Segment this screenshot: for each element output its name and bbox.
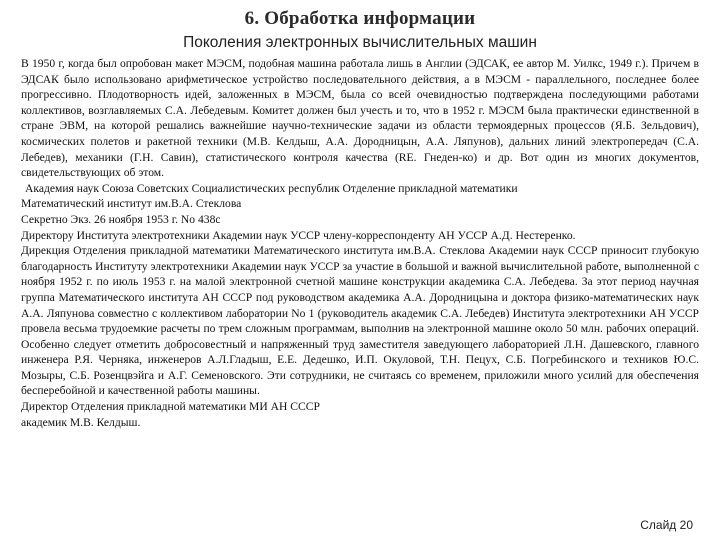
document-body: Дирекция Отделения прикладной математики Математического института им.В.А. Стеклова Академии наук СССР приносит глубокую благодарность Институту электротехники Академии наук УССР за участие в большой и важной вычислительной работе, выполненной с ноября 1952 г. по июль 1953 г. на малой электронной счетной машине конструкции академика С.А. Лебедева. За этот период научная группа Математического института АН СССР под руководством академика А.А. Дородницына и доктора физико-математических наук А.А. Ляпунова совместно с коллективом лаборатории No 1 (руководитель академик С.А. Лебедев) Института электротехники АН УССР провела весьма трудоемкие расчеты по трем сложным программам, выполнив на электронной машине около 50 млн. рабочих операций. Особенно следует отметить добросовестный и напряженный труд заместителя заведующего лабораторией Л.Н. Дашевского, главного инженера Р.Я. Черняка, инженеров А.Л.Гладыш, Е.Е. Дедешко, И.П. Окуловой, Т.Н. Пецух, С.Б. Погребинского и техников Ю.С. Мозыры, С.Б. Розенцвэйга и А.Г. Семеновского. Эти сотрудники, не считаясь со временем, приложили много усилий для обеспечения бесперебойной и качественной работы машины. (21, 244, 699, 398)
slide-title: 6. Обработка информации (244, 8, 476, 29)
document-header-academy: Академия наук Союза Советских Социалистических республик Отделение прикладной математики (25, 181, 518, 195)
document-classification: Секретно Экз. 26 ноября 1953 г. No 438с (21, 212, 221, 226)
document-header-institute: Математический институт им.В.А. Стеклова (21, 197, 242, 211)
slide-number: Слайд 20 (640, 518, 693, 532)
intro-paragraph: В 1950 г, когда был опробован макет МЭСМ, подобная машина работала лишь в Англии (ЭДСАК, ее автор М. Уилкс, 1949 г.). Причем в ЭДСАК было использовано арифметическое устройство последовательного действия, а в МЭСМ - параллельного, последнее более прогрессивно. Плодотворность идей, заложенных в МЭСМ, была со всей очевидностью подтверждена последующими работами коллективов, возглавляемых С.А. Лебедевым. Комитет должен был учесть и то, что в 1952 г. МЭСМ была практически единственной в стране ЭВМ, на которой решались важнейшие научно-технические задачи из области термоядерных процессов (Я.Б. Зельдович), космических полетов и ракетной техники (М.В. Келдыш, А.А. Дородницын, А.А. Ляпунов), дальних линий электропередач (С.А. Лебедев), механики (Г.Н. Савин), статистического контроля качества (RE. Гнеден-ко) и др. Вот один из многих документов, свидетельствующих об этом. (21, 57, 699, 180)
slide-body (21, 56, 699, 430)
document-addressee: Директору Института электротехники Академии наук УССР члену-корреспонденту АН УССР А.Д. Нестеренко. (21, 228, 576, 242)
document-signatory-name: академик М.В. Келдыш. (21, 415, 141, 429)
slide-subtitle: Поколения электронных вычислительных машин (183, 34, 537, 51)
document-signatory-position: Директор Отделения прикладной математики МИ АН СССР (21, 400, 320, 414)
